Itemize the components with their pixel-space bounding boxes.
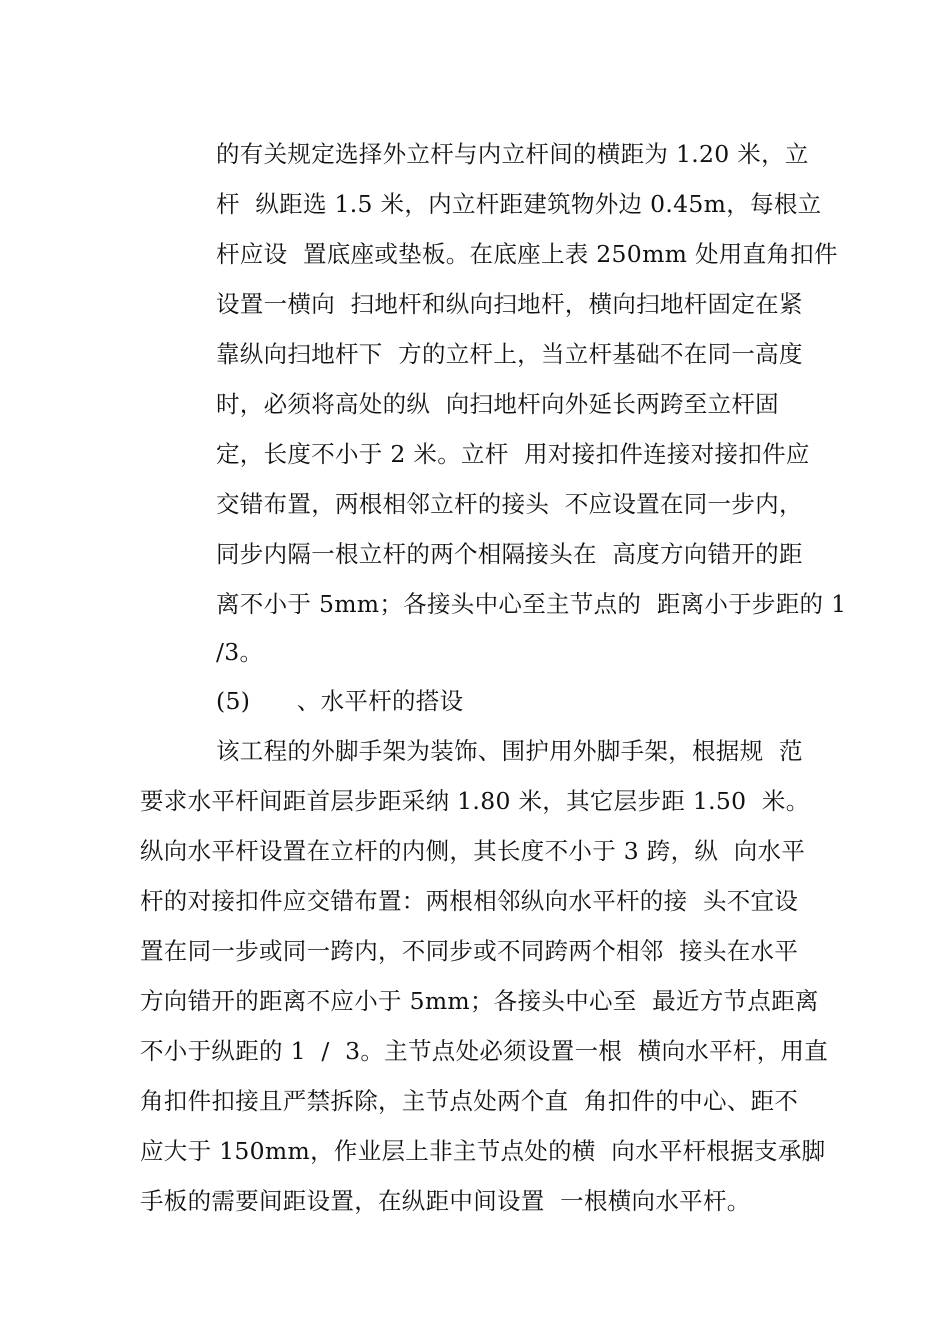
text-line: 离不小于 5mm；各接头中心至主节点的 距离小于步距的 1 xyxy=(216,590,847,618)
text-line: 杆 纵距选 1.5 米，内立杆距建筑物外边 0.45m，每根立 xyxy=(216,190,822,218)
text-line: 方向错开的距离不应小于 5mm；各接头中心至 最近方节点距离 xyxy=(140,987,819,1015)
text-line: 时，必须将高处的纵 向扫地杆向外延长两跨至立杆固 xyxy=(216,390,779,418)
text-line: 靠纵向扫地杆下 方的立杆上，当立杆基础不在同一高度 xyxy=(216,340,803,368)
text-line: 杆应设 置底座或垫板。在底座上表 250mm 处用直角扣件 xyxy=(216,240,838,268)
text-line: 的有关规定选择外立杆与内立杆间的横距为 1.20 米，立 xyxy=(216,140,809,168)
text-line: 置在同一步或同一跨内，不同步或不同跨两个相邻 接头在水平 xyxy=(140,937,799,965)
text-line: 纵向水平杆设置在立杆的内侧，其长度不小于 3 跨，纵 向水平 xyxy=(140,837,806,865)
text-line: 交错布置，两根相邻立杆的接头 不应设置在同一步内， xyxy=(216,490,803,518)
text-line: /3。 xyxy=(216,638,264,666)
section-heading: (5) 、水平杆的搭设 xyxy=(216,687,464,715)
text-line: 不小于纵距的 1 / 3。主节点处必须设置一根 横向水平杆，用直 xyxy=(140,1037,829,1065)
text-line: 设置一横向 扫地杆和纵向扫地杆，横向扫地杆固定在紧 xyxy=(216,290,803,318)
text-line: 角扣件扣接且严禁拆除，主节点处两个直 角扣件的中心、距不 xyxy=(140,1087,799,1115)
text-line: 定，长度不小于 2 米。立杆 用对接扣件连接对接扣件应 xyxy=(216,440,810,468)
paragraph-first-line: 该工程的外脚手架为装饰、围护用外脚手架，根据规 范 xyxy=(216,737,803,765)
text-line: 手板的需要间距设置，在纵距中间设置 一根横向水平杆。 xyxy=(140,1187,751,1215)
text-line: 应大于 150mm，作业层上非主节点处的横 向水平杆根据支承脚 xyxy=(140,1137,826,1165)
text-line: 杆的对接扣件应交错布置：两根相邻纵向水平杆的接 头不宜设 xyxy=(140,887,799,915)
text-line: 同步内隔一根立杆的两个相隔接头在 高度方向错开的距 xyxy=(216,540,803,568)
text-line: 要求水平杆间距首层步距采纳 1.80 米，其它层步距 1.50 米。 xyxy=(140,787,810,815)
